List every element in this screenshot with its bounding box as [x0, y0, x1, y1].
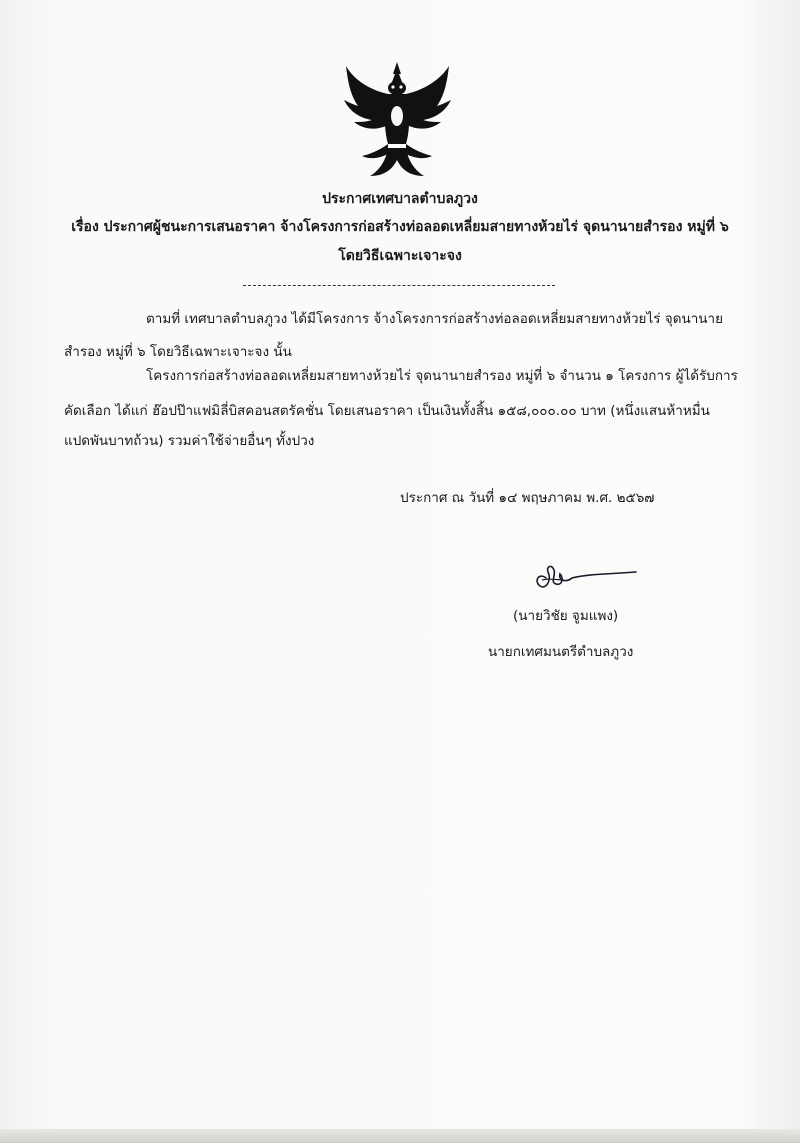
garuda-emblem-icon	[340, 60, 455, 178]
handwritten-signature	[528, 558, 638, 596]
dashed-divider	[243, 285, 555, 286]
announcement-subject: เรื่อง ประกาศผู้ชนะการเสนอราคา จ้างโครงการก่อสร้างท่อลอดเหลี่ยมสายทางห้วยไร่ จุดนานายสำรอง หมู่ที่ ๖	[71, 219, 729, 235]
announcement-office-title: ประกาศเทศบาลตำบลภูวง	[322, 191, 478, 207]
announcement-date: ประกาศ ณ วันที่ ๑๔ พฤษภาคม พ.ศ. ๒๕๖๗	[400, 490, 655, 506]
signatory-name: (นายวิชัย จูมแพง)	[513, 608, 619, 624]
procurement-method: โดยวิธีเฉพาะเจาะจง	[338, 248, 462, 264]
page-bottom-edge	[0, 1129, 800, 1143]
paragraph-1-line-2: สำรอง หมู่ที่ ๖ โดยวิธีเฉพาะเจาะจง นั้น	[64, 344, 292, 360]
paragraph-2-line-3: แปดพันบาทถ้วน) รวมค่าใช้จ่ายอื่นๆ ทั้งปวง	[64, 433, 315, 449]
signatory-position: นายกเทศมนตรีตำบลภูวง	[488, 644, 634, 660]
paragraph-1-line-1: ตามที่ เทศบาลตำบลภูวง ได้มีโครงการ จ้างโครงการก่อสร้างท่อลอดเหลี่ยมสายทางห้วยไร่ จุดนานาย	[146, 311, 724, 327]
paragraph-2-line-1: โครงการก่อสร้างท่อลอดเหลี่ยมสายทางห้วยไร่ จุดนานายสำรอง หมู่ที่ ๖ จำนวน ๑ โครงการ ผู้ได้รับการ	[146, 368, 738, 384]
paragraph-2-line-2: คัดเลือก ได้แก่ ฮ๊อปป๊าแฟมิลี่บิสคอนสตรัคชั่น โดยเสนอราคา เป็นเงินทั้งสิ้น ๑๕๘,๐๐๐.๐๐ บาท (หนึ่งแสนห้าหมื่น	[64, 403, 710, 419]
